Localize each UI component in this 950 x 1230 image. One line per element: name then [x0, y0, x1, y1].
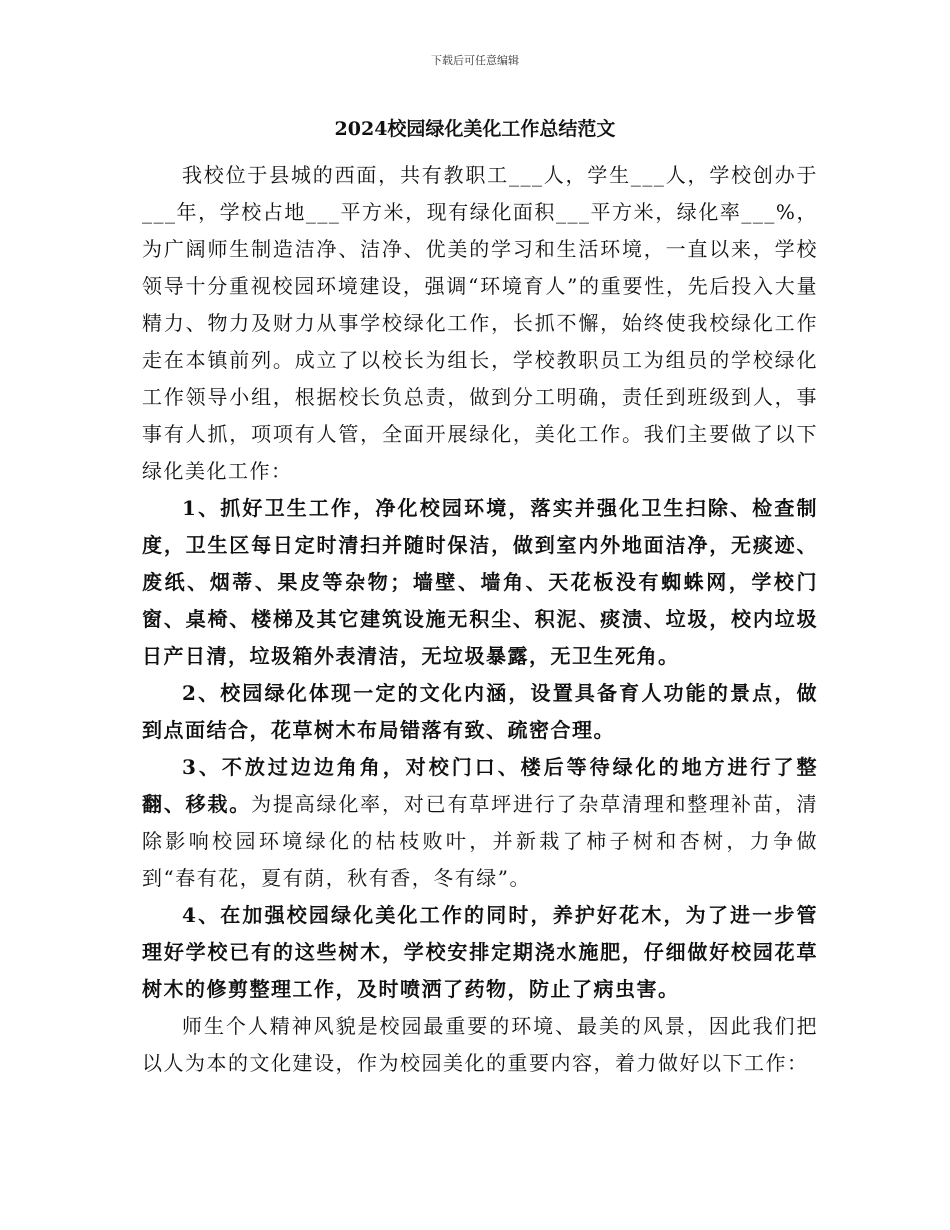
- paragraph-bold-text: 3、不放过边边角角，对校门口、楼后等待绿化的地方进行了整翻、移栽。: [142, 755, 818, 816]
- document-title: 2024校园绿化美化工作总结范文: [334, 118, 616, 140]
- paragraph-bold-text: 4、在加强校园绿化美化工作的同时，养护好花木，为了进一步管理好学校已有的这些树木，学校安排定期浇水施肥，仔细做好校园花草树木的修剪整理工作，及时喷洒了药物，防止了病虫害。: [142, 903, 818, 1001]
- paragraph-bold-text: 1、抓好卫生工作，净化校园环境，落实并强化卫生扫除、检查制度，卫生区每日定时清扫并随时保洁，做到室内外地面洁净，无痰迹、废纸、烟蒂、果皮等杂物；墙壁、墙角、天花板没有蜘蛛网，学校门窗、桌椅、楼梯及其它建筑设施无积尘、积泥、痰渍、垃圾，校内垃圾日产日清，垃圾箱外表清洁，无垃圾暴露，无卫生死角。: [142, 496, 818, 668]
- paragraph-closing: [142, 1008, 818, 1082]
- paragraph-text: 师生个人精神风貌是校园最重要的环境、最美的风景，因此我们把以人为本的文化建设，作为校园美化的重要内容，着力做好以下工作：: [142, 1014, 818, 1075]
- paragraph-item-1: [142, 490, 818, 675]
- document-body: [142, 157, 818, 1082]
- paragraph-item-2: [142, 675, 818, 749]
- paragraph-item-4: [142, 897, 818, 1008]
- paragraph-intro: [142, 157, 818, 490]
- page-header: 下载后可任意编辑: [431, 54, 519, 67]
- paragraph-text: 我校位于县城的西面，共有教职工___人，学生___人，学校创办于___年，学校占地___平方米，现有绿化面积___平方米，绿化率___%，为广阔师生制造洁净、洁净、优美的学习和生活环境，一直以来，学校领导十分重视校园环境建设，强调“环境育人”的重要性，先后投入大量精力、物力及财力从事学校绿化工作，长抓不懈，始终使我校绿化工作走在本镇前列。成立了以校长为组长，学校教职员工为组员的学校绿化工作领导小组，根据校长负总责，做到分工明确，责任到班级到人，事事有人抓，项项有人管，全面开展绿化，美化工作。我们主要做了以下绿化美化工作：: [142, 163, 818, 483]
- paragraph-text: 为提高绿化率，对已有草坪进行了杂草清理和整理补苗，清除影响校园环境绿化的枯枝败叶，并新栽了柿子树和杏树，力争做到“春有花，夏有荫，秋有香，冬有绿”。: [142, 792, 819, 890]
- paragraph-item-3: [142, 749, 818, 897]
- paragraph-bold-text: 2、校园绿化体现一定的文化内涵，设置具备育人功能的景点，做到点面结合，花草树木布局错落有致、疏密合理。: [142, 681, 818, 742]
